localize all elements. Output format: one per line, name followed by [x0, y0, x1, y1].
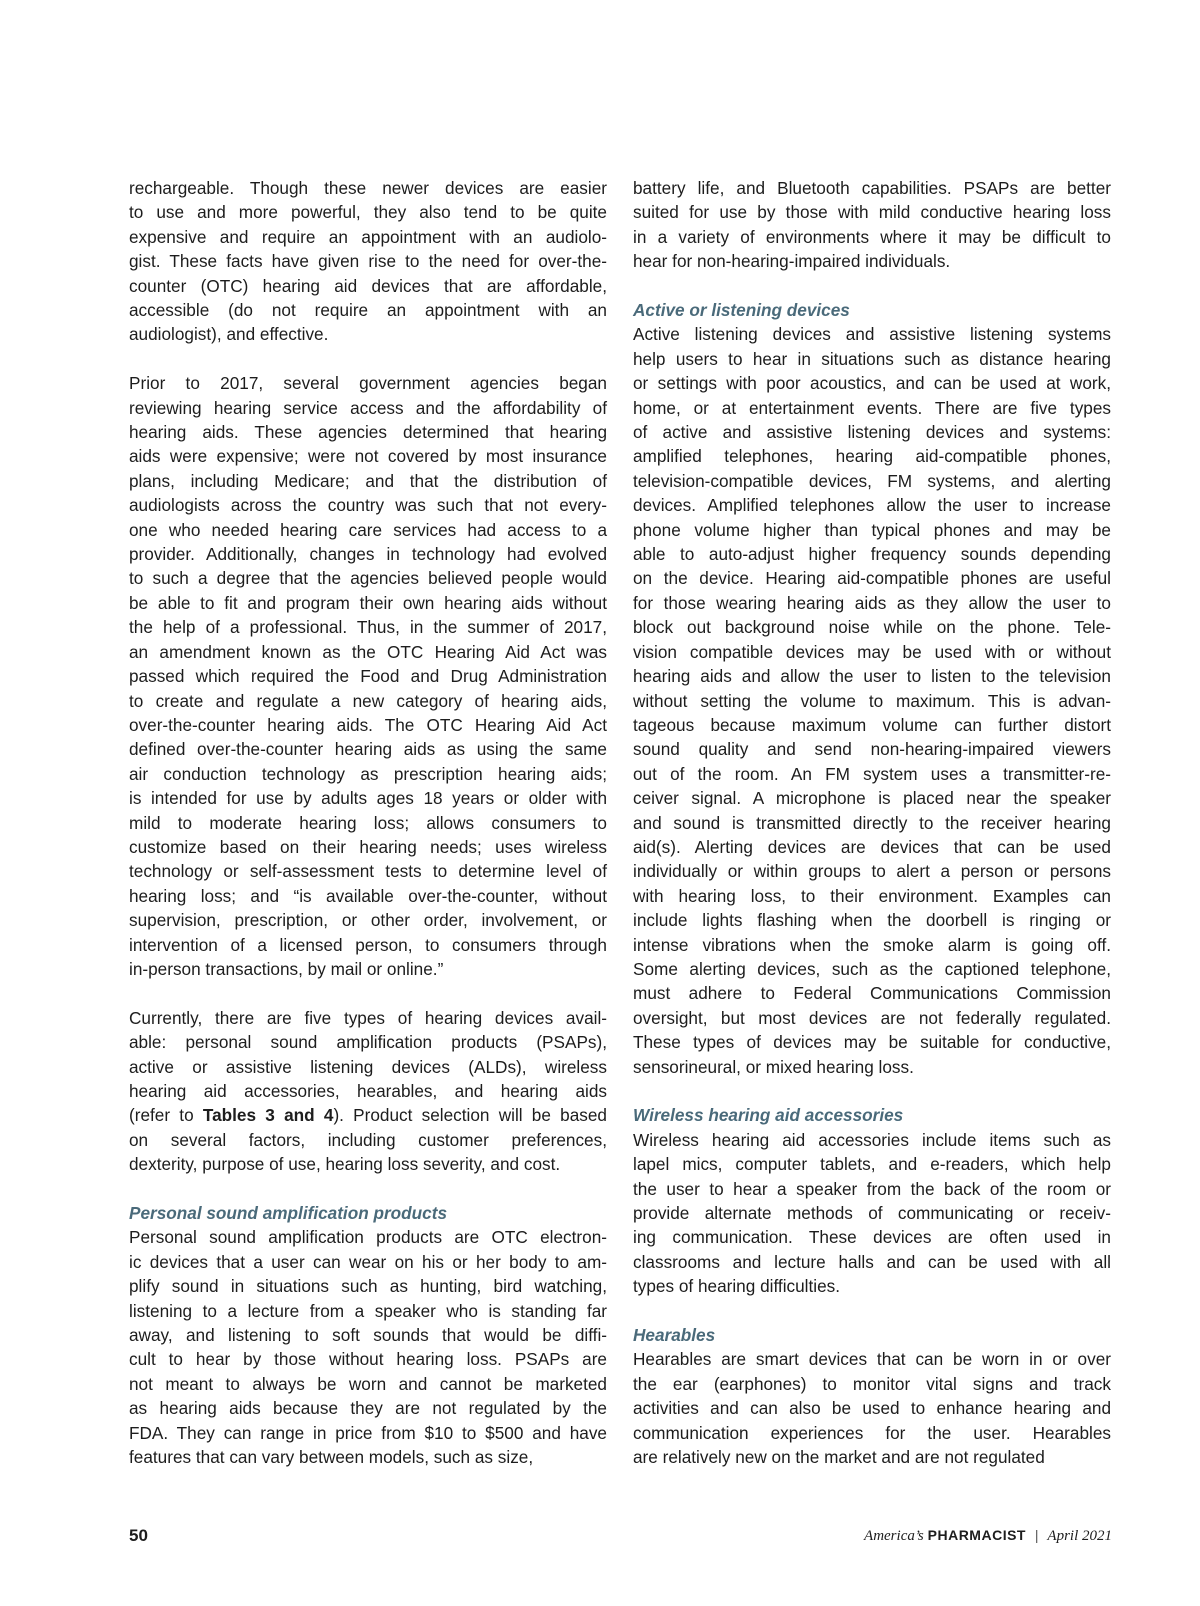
text-line: plify sound in situations such as hunting, bird watching, [129, 1276, 607, 1297]
text-line: tageous because maximum volume can further distort [633, 714, 1111, 735]
text-line: suited for use by those with mild conductive hearing loss [633, 202, 1111, 223]
text-line: one who needed hearing care services had access to a [129, 519, 607, 540]
text-line: able to auto-adjust higher frequency sounds depending [633, 544, 1111, 565]
text-line: provider. Additionally, changes in technology had evolved [129, 544, 607, 565]
section-heading-psap: Personal sound amplification products [129, 1203, 448, 1224]
text-line: ing communication. These devices are often used in [633, 1227, 1111, 1248]
section-heading-hearables: Hearables [633, 1325, 716, 1346]
text-line: amplified telephones, hearing aid-compatible phones, [633, 446, 1111, 467]
text-line: accessible (do not require an appointment with an [129, 300, 607, 321]
text-line: ceiver signal. A microphone is placed near the speaker [633, 788, 1111, 809]
text-line: intense vibrations when the smoke alarm is going off. [633, 934, 1111, 955]
text-line: rechargeable. Though these newer devices are easier [129, 178, 607, 198]
text-line: vision compatible devices may be used with or without [633, 641, 1111, 662]
text-line: sound quality and send non-hearing-impaired viewers [633, 739, 1111, 760]
text-line: on several factors, including customer preferences, [129, 1129, 607, 1150]
body-paragraph [129, 371, 607, 981]
text-line: with hearing loss, to their environment. Examples can [633, 885, 1111, 906]
text-line: to create and regulate a new category of hearing aids, [129, 690, 607, 711]
ref-suffix: ). Product selection will be based [333, 1105, 607, 1126]
text-line: not meant to always be worn and cannot be marketed [129, 1373, 607, 1394]
text-line: an amendment known as the OTC Hearing Aid Act was [129, 641, 607, 662]
section-heading-wireless: Wireless hearing aid accessories [633, 1105, 904, 1126]
text-line: reviewing hearing service access and the affordability of [129, 397, 607, 418]
text-line: mild to moderate hearing loss; allows consumers to [129, 812, 607, 833]
ref-prefix: (refer to [129, 1105, 203, 1126]
text-line: provide alternate methods of communicating or receiv- [633, 1203, 1111, 1224]
body-paragraph [633, 176, 1111, 274]
text-line: to use and more powerful, they also tend to be quite [129, 202, 607, 223]
text-line: Some alerting devices, such as the captioned telephone, [633, 958, 1111, 979]
text-line: without setting the volume to maximum. This is advan- [633, 690, 1111, 711]
text-line: These types of devices may be suitable for conductive, [633, 1032, 1111, 1053]
body-paragraph [129, 176, 607, 347]
text-line: are relatively new on the market and are not regulated [633, 1447, 1045, 1468]
text-line: hear for non-hearing-impaired individuals. [633, 251, 951, 272]
text-line: supervision, prescription, or other order, involvement, or [129, 910, 607, 931]
running-footer [864, 1527, 1112, 1545]
text-line: of active and assistive listening devices and systems: [633, 422, 1111, 443]
text-line: television-compatible devices, FM systems, and alerting [633, 470, 1111, 491]
right-column [633, 176, 1111, 1469]
text-line: gist. These facts have given rise to the need for over-the- [129, 251, 607, 272]
body-paragraph [129, 1006, 607, 1177]
footer-separator: | [1034, 1527, 1039, 1543]
body-paragraph [633, 322, 1111, 1079]
text-line: in-person transactions, by mail or online.” [129, 958, 444, 979]
left-column [129, 176, 607, 1469]
text-line: and sound is transmitted directly to the receiver hearing [633, 812, 1111, 833]
text-line: out of the room. An FM system uses a transmitter-re- [633, 763, 1111, 784]
text-line: Currently, there are five types of hearing devices avail- [129, 1007, 607, 1028]
text-line: types of hearing difficulties. [633, 1276, 841, 1297]
text-line: battery life, and Bluetooth capabilities. PSAPs are better [633, 178, 1111, 198]
text-line: aid(s). Alerting devices are devices that can be used [633, 836, 1111, 857]
text-line: technology or self-assessment tests to determine level of [129, 861, 607, 882]
table-reference: Tables 3 and 4 [202, 1105, 334, 1126]
text-line: Personal sound amplification products are OTC electron- [129, 1227, 607, 1248]
text-line: to such a degree that the agencies believed people would [129, 568, 607, 589]
paragraph-lines [129, 1128, 607, 1177]
text-line: hearing aids and allow the user to listen to the television [633, 666, 1111, 687]
text-line: the user to hear a speaker from the back of the room or [633, 1178, 1111, 1199]
text-line: hearing aids. These agencies determined that hearing [129, 422, 607, 443]
text-line: must adhere to Federal Communications Commission [633, 983, 1111, 1004]
text-line: Prior to 2017, several government agencies began [129, 373, 607, 394]
paragraph-lines [129, 1006, 607, 1104]
text-line: be able to fit and program their own hearing aids without [129, 592, 607, 613]
body-paragraph [633, 1128, 1111, 1299]
text-line: away, and listening to soft sounds that would be diffi- [129, 1325, 607, 1346]
text-line: sensorineural, or mixed hearing loss. [633, 1056, 914, 1077]
text-line: able: personal sound amplification products (PSAPs), [129, 1032, 607, 1053]
issue-date: April 2021 [1047, 1528, 1112, 1544]
text-line: defined over-the-counter hearing aids as using the same [129, 739, 607, 760]
text-line: FDA. They can range in price from $10 to $500 and have [129, 1422, 607, 1443]
text-line: in a variety of environments where it may be difficult to [633, 226, 1111, 247]
text-line: the help of a professional. Thus, in the summer of 2017, [129, 617, 607, 638]
text-line: individually or within groups to alert a person or persons [633, 861, 1111, 882]
text-line: lapel mics, computer tablets, and e-readers, which help [633, 1154, 1111, 1175]
text-line: is intended for use by adults ages 18 years or older with [129, 788, 607, 809]
text-line: ic devices that a user can wear on his or her body to am- [129, 1251, 607, 1272]
text-line: customize based on their hearing needs; uses wireless [129, 836, 607, 857]
text-line: the ear (earphones) to monitor vital signs and track [633, 1373, 1111, 1394]
body-paragraph [633, 1347, 1111, 1469]
text-line: include lights flashing when the doorbell is ringing or [633, 910, 1111, 931]
text-line: devices. Amplified telephones allow the user to increase [633, 495, 1111, 516]
page-number: 50 [129, 1526, 148, 1545]
text-line: air conduction technology as prescription hearing aids; [129, 763, 607, 784]
body-paragraph [129, 1225, 607, 1469]
text-line: features that can vary between models, such as size, [129, 1447, 534, 1468]
text-line: expensive and require an appointment with an audiolo- [129, 226, 607, 247]
text-line: over-the-counter hearing aids. The OTC Hearing Aid Act [129, 714, 607, 735]
text-line: hearing loss; and “is available over-the-counter, without [129, 885, 607, 906]
text-line: help users to hear in situations such as distance hearing [633, 348, 1111, 369]
text-line: on the device. Hearing aid-compatible phones are useful [633, 568, 1111, 589]
text-line: active or assistive listening devices (ALDs), wireless [129, 1056, 607, 1077]
text-line: audiologists across the country was such that not every- [129, 495, 607, 516]
text-line: plans, including Medicare; and that the distribution of [129, 470, 607, 491]
text-line: hearing aid accessories, hearables, and hearing aids [129, 1081, 607, 1101]
text-line: for those wearing hearing aids as they allow the user to [633, 592, 1111, 613]
text-line: oversight, but most devices are not federally regulated. [633, 1007, 1111, 1028]
text-line: as hearing aids because they are not regulated by the [129, 1398, 607, 1419]
text-line: passed which required the Food and Drug Administration [129, 666, 607, 687]
text-line: dexterity, purpose of use, hearing loss severity, and cost. [129, 1154, 561, 1175]
text-line: Hearables are smart devices that can be worn in or over [633, 1349, 1111, 1370]
text-line: aids were expensive; were not covered by most insurance [129, 446, 607, 467]
magazine-name: PHARMACIST [927, 1527, 1026, 1543]
text-line: intervention of a licensed person, to consumers through [129, 934, 607, 955]
text-line: counter (OTC) hearing aid devices that are affordable, [129, 275, 607, 296]
table-reference-line [129, 1103, 607, 1127]
text-line: Wireless hearing aid accessories include items such as [633, 1129, 1111, 1150]
text-line: block out background noise while on the phone. Tele- [633, 617, 1111, 638]
text-line: communication experiences for the user. Hearables [633, 1422, 1111, 1443]
text-line: audiologist), and effective. [129, 324, 329, 345]
text-line: listening to a lecture from a speaker who is standing far [129, 1300, 607, 1321]
text-line: cult to hear by those without hearing loss. PSAPs are [129, 1349, 607, 1370]
section-heading-ald: Active or listening devices [633, 300, 850, 321]
text-line: Active listening devices and assistive listening systems [633, 324, 1111, 345]
text-line: classrooms and lecture halls and can be used with all [633, 1251, 1111, 1272]
text-line: or settings with poor acoustics, and can be used at work, [633, 373, 1111, 394]
magazine-prefix: America’s [864, 1528, 924, 1544]
text-line: home, or at entertainment events. There are five types [633, 397, 1111, 418]
text-line: activities and can also be used to enhance hearing and [633, 1398, 1111, 1419]
text-line: phone volume higher than typical phones and may be [633, 519, 1111, 540]
